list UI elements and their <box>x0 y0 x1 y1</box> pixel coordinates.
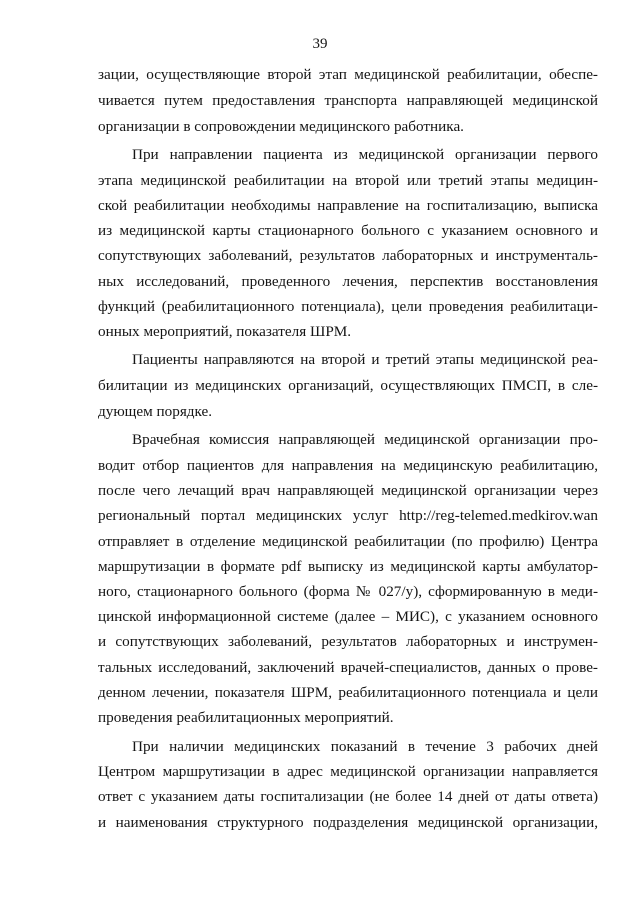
text-line: проведения реабилитационных мероприятий. <box>98 709 394 726</box>
text-line: ных исследований, проведенного лечения, перспектив восстановления <box>98 273 598 290</box>
text-line: ответ с указанием даты госпитализации (не более 14 дней от даты ответа) <box>98 788 598 805</box>
text-line: чивается путем предоставления транспорта направляющей медицинской <box>98 92 598 109</box>
text-line: цинской информационной системе (далее – МИС), с указанием основного <box>98 608 598 625</box>
text-line: региональный портал медицинских услуг http://reg-telemed.medkirov.wan <box>98 507 598 524</box>
text-line: Врачебная комиссия направляющей медицинской организации про- <box>132 431 598 448</box>
text-line: отправляет в отделение медицинской реабилитации (по профилю) Центра <box>98 533 598 550</box>
text-line: При наличии медицинских показаний в течение 3 рабочих дней <box>132 738 598 755</box>
text-line: онных мероприятий, показателя ШРМ. <box>98 323 352 340</box>
text-line: из медицинской карты стационарного больного с указанием основного и <box>98 222 598 239</box>
text-line: сопутствующих заболеваний, результатов лабораторных и инструменталь- <box>98 247 598 264</box>
text-line: Центром маршрутизации в адрес медицинской организации направляется <box>98 763 598 780</box>
text-line: после чего лечащий врач направляющей медицинской организации через <box>98 482 598 499</box>
text-line: и наименования структурного подразделения медицинской организации, <box>98 814 598 831</box>
text-line: маршрутизации в формате pdf выписку из медицинской карты амбулатор- <box>98 558 598 575</box>
text-line: и сопутствующих заболеваний, результатов лабораторных и инструмен- <box>98 633 598 650</box>
page-number: 39 <box>312 36 328 52</box>
text-line: организации в сопровождении медицинского работника. <box>98 118 464 135</box>
text-line: Пациенты направляются на второй и третий этапы медицинской реа- <box>132 351 598 368</box>
text-line: зации, осуществляющие второй этап медицинской реабилитации, обеспе- <box>98 66 598 83</box>
text-line: функций (реабилитационного потенциала), цели проведения реабилитаци- <box>98 298 598 315</box>
text-line: водит отбор пациентов для направления на медицинскую реабилитацию, <box>98 457 598 474</box>
text-line: ного, стационарного больного (форма № 027/у), сформированную в меди- <box>98 583 598 600</box>
text-line: дующем порядке. <box>98 403 213 420</box>
text-line: ской реабилитации необходимы направление на госпитализацию, выписка <box>98 197 598 214</box>
text-line: При направлении пациента из медицинской организации первого <box>132 146 598 163</box>
text-line: этапа медицинской реабилитации на второй или третий этапы медицин- <box>98 172 598 189</box>
text-line: денном лечении, показателя ШРМ, реабилитационного потенциала и цели <box>98 684 598 701</box>
text-line: тальных исследований, заключений врачей-специалистов, данных о прове- <box>98 659 598 676</box>
text-line: билитации из медицинских организаций, осуществляющих ПМСП, в сле- <box>98 377 598 394</box>
